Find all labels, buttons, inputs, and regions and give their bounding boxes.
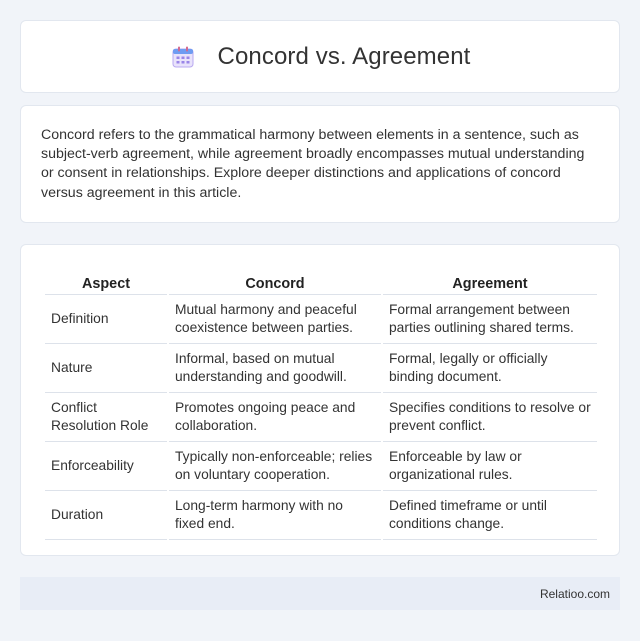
table-row — [45, 491, 597, 540]
intro-card — [20, 105, 620, 223]
table-row — [45, 393, 597, 442]
table-row — [45, 344, 597, 393]
comparison-table — [43, 265, 599, 540]
row-concord: Mutual harmony and peaceful coexistence between parties. — [169, 295, 381, 344]
footer-brand[interactable]: Relatioo.com — [539, 586, 610, 601]
row-aspect: Conflict Resolution Role — [45, 393, 167, 442]
row-aspect: Enforceability — [45, 442, 167, 491]
table-row — [45, 442, 597, 491]
row-agreement: Defined timeframe or until conditions change. — [383, 491, 597, 540]
row-concord: Promotes ongoing peace and collaboration. — [169, 393, 381, 442]
row-concord: Informal, based on mutual understanding and goodwill. — [169, 344, 381, 393]
row-aspect: Nature — [45, 344, 167, 393]
row-agreement: Specifies conditions to resolve or prevent conflict. — [383, 393, 597, 442]
title-wrap — [170, 43, 471, 71]
page-title: Concord vs. Agreement — [217, 42, 471, 70]
footer-bar — [20, 577, 620, 610]
row-aspect: Duration — [45, 491, 167, 540]
header-aspect: Aspect — [45, 265, 167, 295]
row-concord: Typically non-enforceable; relies on voluntary cooperation. — [169, 442, 381, 491]
row-agreement: Formal arrangement between parties outlining shared terms. — [383, 295, 597, 344]
table-row — [45, 295, 597, 344]
header-concord: Concord — [169, 265, 381, 295]
row-concord: Long-term harmony with no fixed end. — [169, 491, 381, 540]
header-agreement: Agreement — [383, 265, 597, 295]
calendar-icon — [170, 44, 196, 70]
row-agreement: Formal, legally or officially binding document. — [383, 344, 597, 393]
intro-paragraph: Concord refers to the grammatical harmony between elements in a sentence, such as subject-verb agreement, while agreement broadly encompasses mutual understanding or consent in relationships. Explore deeper distinctions and applications of concord versus agreement in this article. — [41, 127, 585, 201]
title-card — [20, 20, 620, 93]
comparison-table-card — [20, 244, 620, 556]
table-header-row — [45, 265, 597, 295]
row-aspect: Definition — [45, 295, 167, 344]
row-agreement: Enforceable by law or organizational rules. — [383, 442, 597, 491]
